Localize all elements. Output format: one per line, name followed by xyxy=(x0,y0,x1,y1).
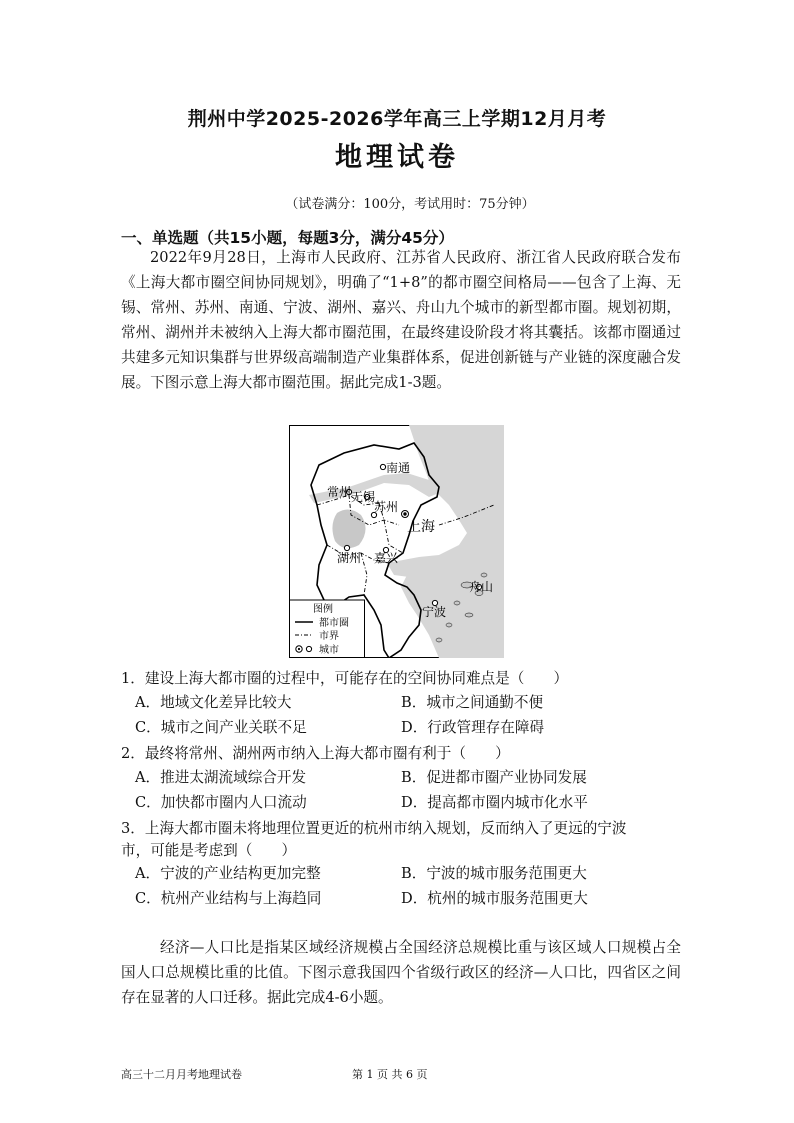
city-label: 无锡 xyxy=(351,490,376,504)
map-legend xyxy=(290,600,365,658)
city-label: 舟山 xyxy=(469,580,494,594)
question-3-stem: 3．上海大都市圈未将地理位置更近的杭州市纳入规划，反而纳入了更远的宁波 xyxy=(121,820,627,837)
passage-1: 2022年9月28日，上海市人民政府、江苏省人民政府、浙江省人民政府联合发布《上海大都市圈空间协同规划》，明确了“1+8”的都市圈空间格局——包含了上海、无锡、常州、苏州、南通、宁波、湖州、嘉兴、舟山九个城市的新型都市圈。规划初期，常州、湖州并未被纳入上海大都市圈范围，在最终建设阶段才将其囊括。该都市圈通过共建多元知识集群与世界级高端制造产业集群体系，促进创新链与产业链的深度融合发展。下图示意上海大都市圈范围。据此完成1-3题。 xyxy=(121,249,681,391)
footer-title: 高三十二月月考地理试卷 xyxy=(121,1068,242,1081)
question-1-option-c[interactable]: C．城市之间产业关联不足 xyxy=(135,719,307,736)
city-label: 常州 xyxy=(327,485,352,499)
city-label: 南通 xyxy=(386,461,411,475)
legend-title: 图例 xyxy=(313,604,333,615)
city-label: 上海 xyxy=(407,519,435,535)
question-2-option-a[interactable]: A．推进太湖流域综合开发 xyxy=(135,769,307,786)
city-label: 嘉兴 xyxy=(374,551,399,565)
city-label: 宁波 xyxy=(422,605,447,619)
shanghai-metro-map xyxy=(289,425,504,658)
question-2-stem: 2．最终将常州、湖州两市纳入上海大都市圈有利于（ ） xyxy=(121,745,510,762)
question-2-option-b[interactable]: B．促进都市圈产业协同发展 xyxy=(401,769,587,786)
question-3-option-a[interactable]: A．宁波的产业结构更加完整 xyxy=(135,865,321,882)
exam-note: （试卷满分：100分，考试用时：75分钟） xyxy=(285,197,535,212)
legend-item: 城市 xyxy=(319,645,339,656)
question-3-stem-cont: 市，可能是考虑到（ ） xyxy=(121,842,297,859)
section-heading: 一、单选题（共15小题，每题3分，满分45分） xyxy=(121,229,454,247)
passage-2: 经济—人口比是指某区域经济规模占全国经济总规模比重与该区域人口规模占全国人口总规模比重的比值。下图示意我国四个省级行政区的经济—人口比，四省区之间存在显著的人口迁移。据此完成4-6小题。 xyxy=(121,939,681,1006)
question-2-option-d[interactable]: D．提高都市圈内城市化水平 xyxy=(401,794,588,811)
legend-item: 市界 xyxy=(319,631,339,642)
question-1-stem: 1．建设上海大都市圈的过程中，可能存在的空间协同难点是（ ） xyxy=(121,670,569,687)
question-1-option-b[interactable]: B．城市之间通勤不便 xyxy=(401,694,544,711)
legend-item: 都市圈 xyxy=(319,618,349,629)
question-3-option-d[interactable]: D．杭州的城市服务范围更大 xyxy=(401,890,588,907)
city-label: 苏州 xyxy=(374,500,399,514)
taihu-lake xyxy=(332,509,365,548)
question-3-option-c[interactable]: C．杭州产业结构与上海趋同 xyxy=(135,890,322,907)
question-1-option-a[interactable]: A．地域文化差异比较大 xyxy=(135,694,292,711)
city-label: 湖州 xyxy=(337,551,362,565)
question-3-option-b[interactable]: B．宁波的城市服务范围更大 xyxy=(401,865,587,882)
page-number: 第 1 页 共 6 页 xyxy=(352,1068,428,1081)
exam-title: 荆州中学2025-2026学年高三上学期12月月考 xyxy=(187,108,607,130)
question-1-option-d[interactable]: D．行政管理存在障碍 xyxy=(401,719,545,736)
subject-title: 地理试卷 xyxy=(335,142,459,173)
question-2-option-c[interactable]: C．加快都市圈内人口流动 xyxy=(135,794,307,811)
